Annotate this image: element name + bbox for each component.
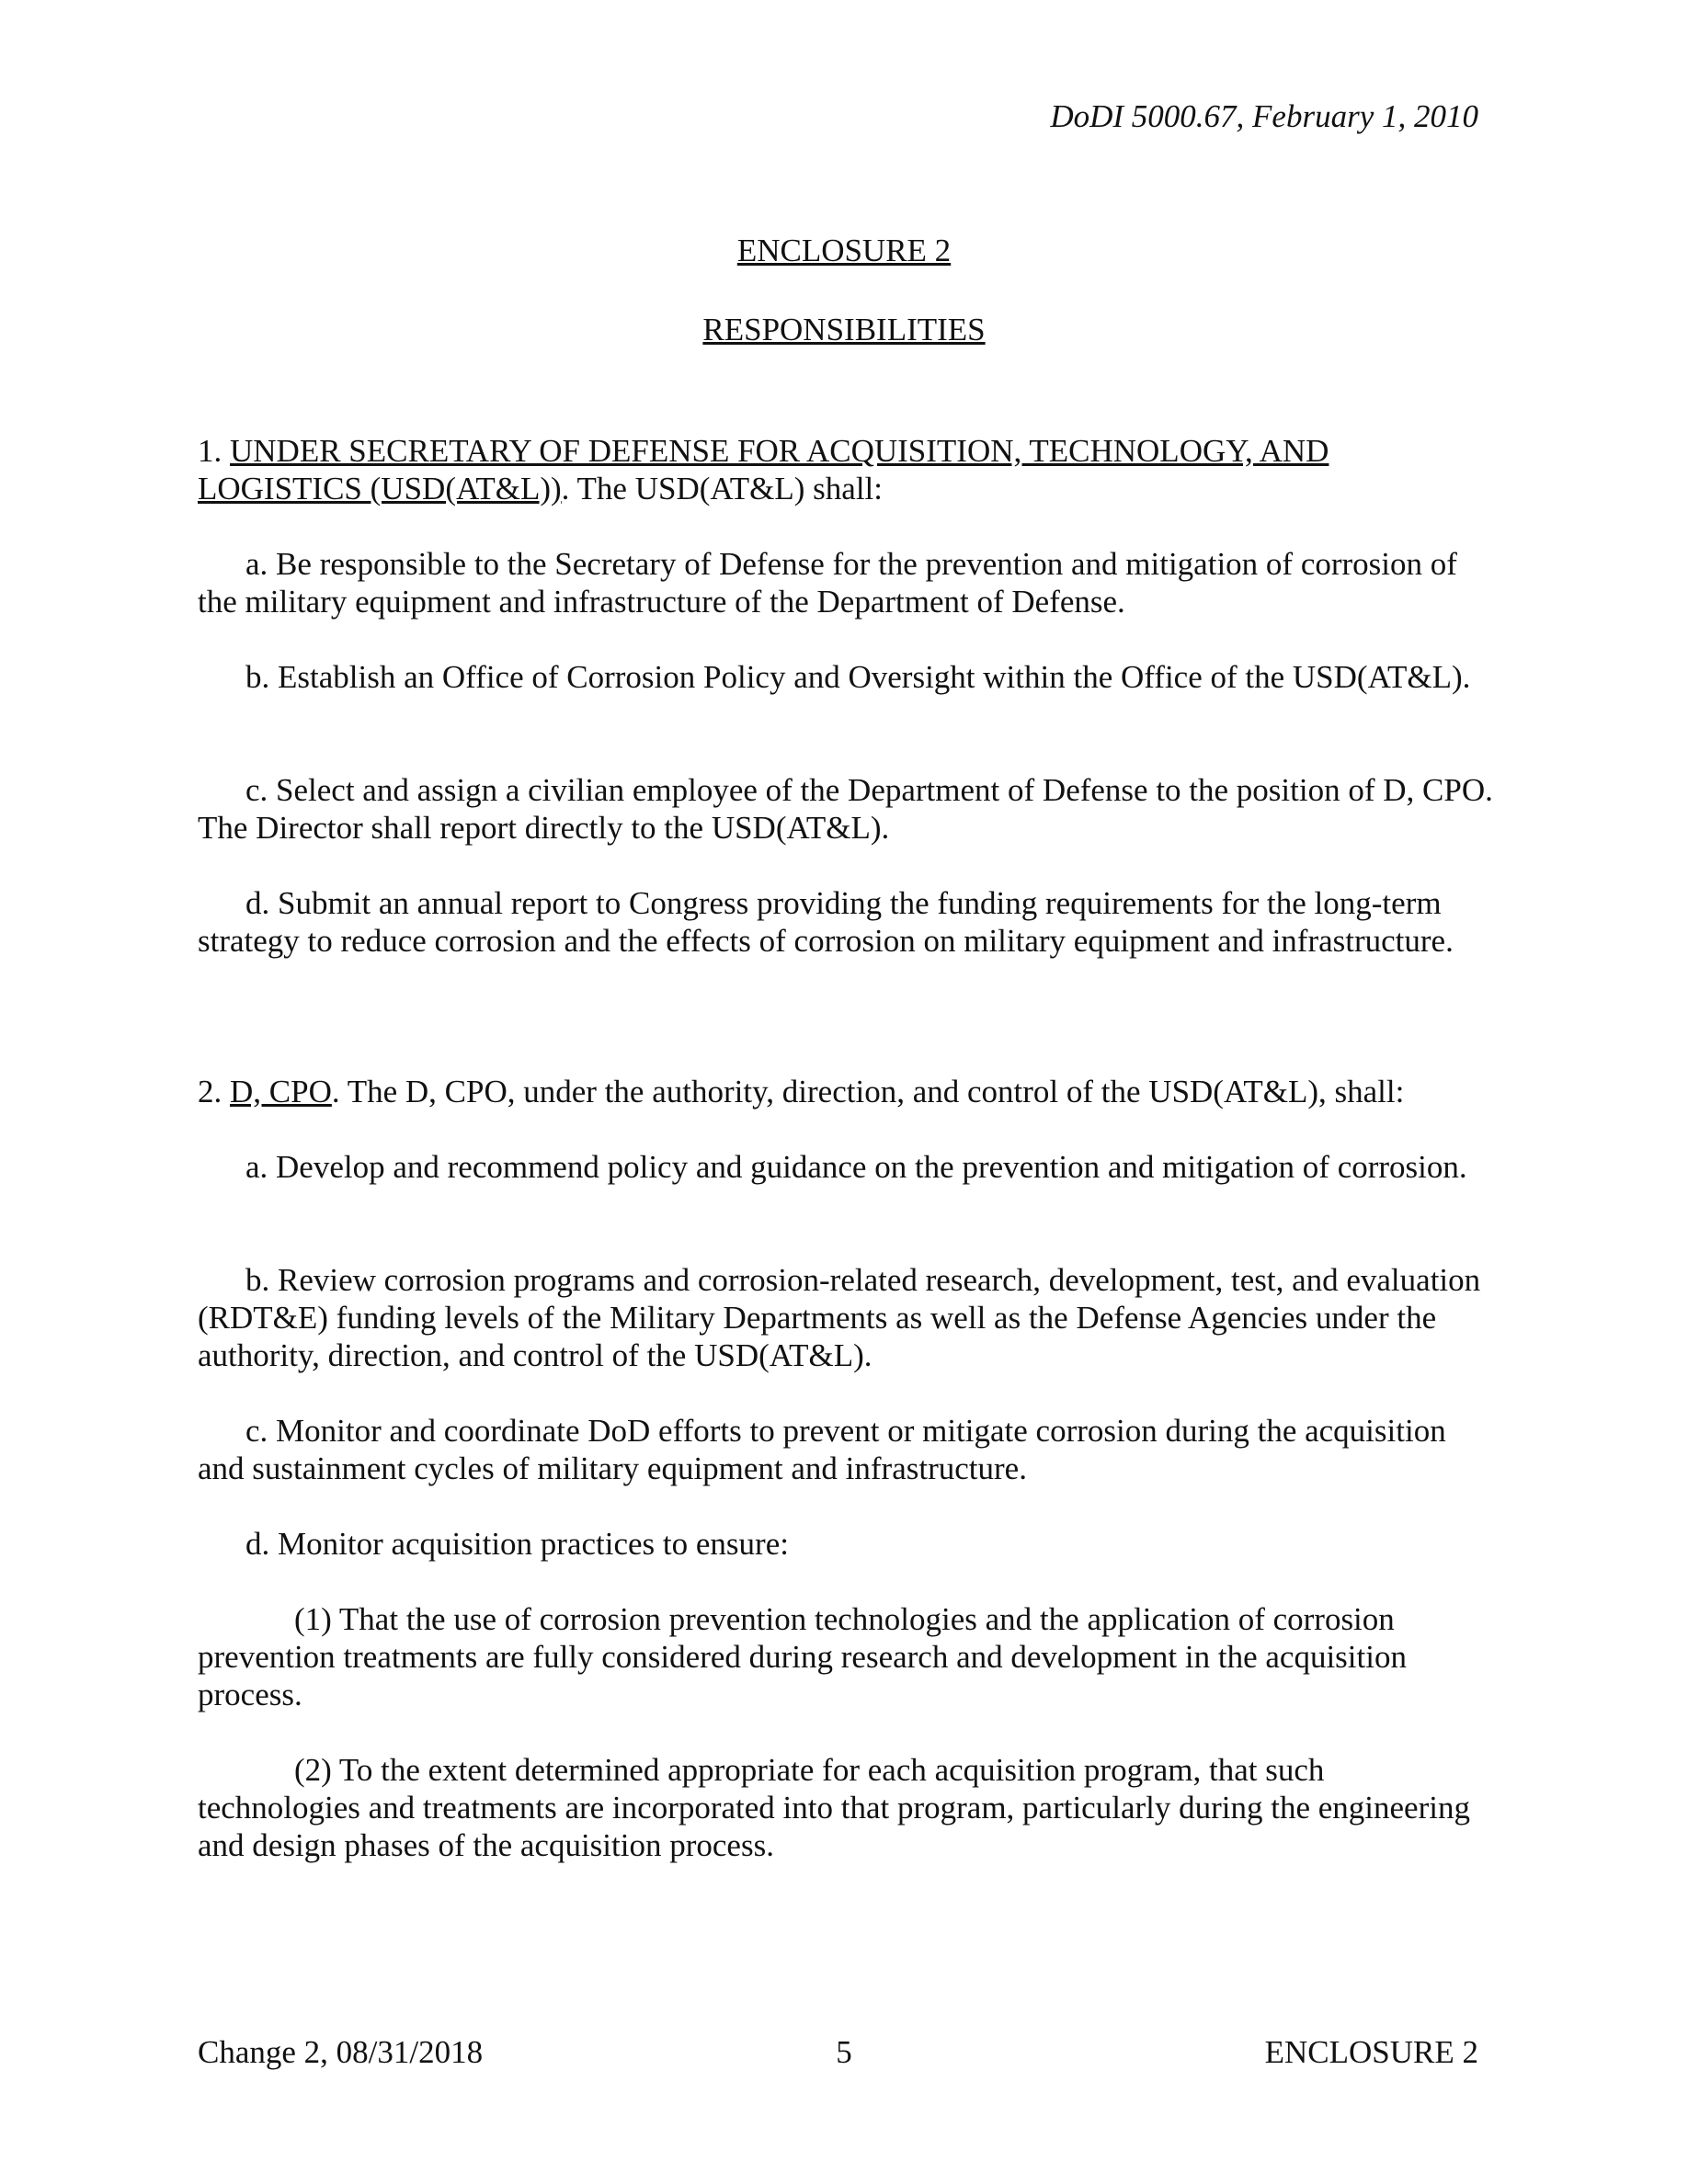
- section-2-title: D, CPO: [230, 1074, 332, 1109]
- footer-page-number: 5: [836, 2034, 852, 2070]
- enclosure-title: ENCLOSURE 2: [736, 233, 952, 268]
- section-2-number: 2.: [198, 1074, 230, 1109]
- section-2-intro: . The D, CPO, under the authority, direction, and control of the USD(AT&L), shall:: [331, 1074, 1405, 1109]
- section-2-item-d: d. Monitor acquisition practices to ensure:: [245, 1526, 789, 1562]
- section-2-item-c: c. Monitor and coordinate DoD efforts to prevent or mitigate corrosion during the acquisition and sustainment cycles of military equipment and infrastructure.: [198, 1413, 1446, 1486]
- section-heading: RESPONSIBILITIES: [702, 312, 986, 347]
- document-reference: DoDI 5000.67, February 1, 2010: [1050, 98, 1478, 134]
- section-2-heading: [198, 1073, 1494, 1110]
- section-1-item-b: b. Establish an Office of Corrosion Policy and Oversight within the Office of the USD(AT&L).: [245, 659, 1471, 695]
- footer-change: Change 2, 08/31/2018: [198, 2034, 484, 2070]
- section-1-intro: . The USD(AT&L) shall:: [561, 471, 883, 506]
- section-2-item-b: b. Review corrosion programs and corrosion-related research, development, test, and evaluation (RDT&E) funding levels of the Military Departments as well as the Defense Agencies under the authority, direction, and control of the USD(AT&L).: [198, 1262, 1481, 1373]
- section-1-item-c: c. Select and assign a civilian employee of the Department of Defense to the position of D, CPO. The Director shall report directly to the USD(AT&L).: [198, 772, 1493, 846]
- section-2-item-a: a. Develop and recommend policy and guidance on the prevention and mitigation of corrosion.: [245, 1149, 1467, 1185]
- section-1-title: UNDER SECRETARY OF DEFENSE FOR ACQUISITION, TECHNOLOGY, AND LOGISTICS (USD(AT&L)): [198, 433, 1329, 506]
- section-1-item-a: a. Be responsible to the Secretary of Defense for the prevention and mitigation of corrosion of the military equipment and infrastructure of the Department of Defense.: [198, 546, 1457, 620]
- section-2-subitem-1: (1) That the use of corrosion prevention technologies and the application of corrosion prevention treatments are fully considered during research and development in the acquisition process.: [198, 1601, 1407, 1712]
- section-1-item-d: d. Submit an annual report to Congress providing the funding requirements for the long-term strategy to reduce corrosion and the effects of corrosion on military equipment and infrastructure.: [198, 885, 1454, 959]
- footer-enclosure: ENCLOSURE 2: [1264, 2034, 1478, 2070]
- section-1-number: 1.: [198, 433, 230, 469]
- section-1-heading: [198, 432, 1494, 507]
- section-2-subitem-2: (2) To the extent determined appropriate for each acquisition program, that such technologies and treatments are incorporated into that program, particularly during the engineering and design phases of the acquisition process.: [198, 1752, 1470, 1863]
